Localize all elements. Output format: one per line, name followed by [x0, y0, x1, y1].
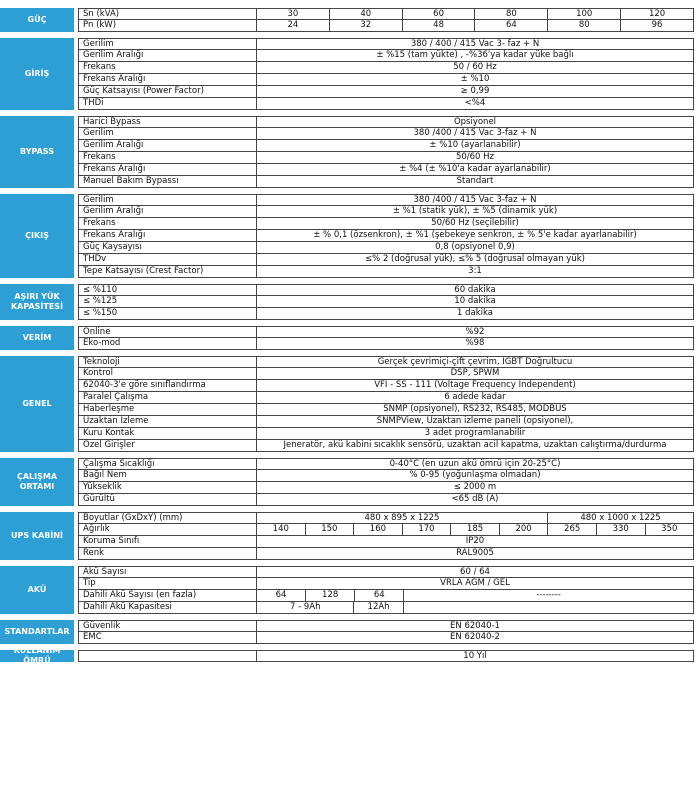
row-label [79, 651, 257, 661]
category-label: ÇIKIŞ [0, 194, 74, 278]
row-value: 200 [500, 524, 549, 535]
table-row [78, 128, 694, 140]
row-label: THDi [79, 98, 257, 109]
row-value: 80 [548, 20, 621, 31]
row-value: 60 / 64 [460, 567, 490, 577]
row-value: 128 [306, 590, 355, 601]
row-value: 50 / 60 Hz [453, 62, 497, 72]
row-value: VFI - SS - 111 (Voltage Frequency Independent) [374, 380, 576, 390]
row-value: ± %10 (ayarlanabilir) [429, 140, 521, 150]
row-label: Gerilim Aralığı [79, 206, 257, 217]
row-value: Opsiyonel [453, 117, 497, 127]
section-3 [0, 194, 696, 278]
table-row [78, 590, 694, 602]
row-label: Tepe Katsayısı (Crest Factor) [79, 266, 257, 277]
row-value: 0-40°C (en uzun akü ömrü için 20-25°C) [389, 459, 561, 469]
row-value: 150 [306, 524, 355, 535]
table-row [78, 218, 694, 230]
row-value: 10 Yıl [463, 651, 487, 661]
category-label: AŞIRI YÜK KAPASİTESİ [0, 284, 74, 320]
row-value: 380 /400 / 415 Vac 3-faz + N [413, 195, 537, 205]
table-row [78, 308, 694, 320]
row-label: Frekans Aralığı [79, 230, 257, 241]
row-value: 32 [330, 20, 403, 31]
row-value: ± %1 (statik yük), ± %5 (dinamik yük) [392, 206, 558, 216]
row-label: Sn (kVA) [79, 9, 257, 19]
row-label: Dahili Akü Sayısı (en fazla) [79, 590, 257, 601]
table-row [78, 98, 694, 110]
row-value: 160 [354, 524, 403, 535]
row-label: Boyutlar (GxDxY) (mm) [79, 513, 257, 523]
table-row [78, 86, 694, 98]
row-label: 62040-3'e göre sınıflandırma [79, 380, 257, 391]
section-4 [0, 284, 696, 320]
row-label: Pn (kW) [79, 20, 257, 31]
row-value: 330 [597, 524, 646, 535]
row-value: 380 /400 / 415 Vac 3-faz + N [413, 128, 537, 138]
row-label: Gerilim [79, 128, 257, 139]
row-value: ± % 0,1 (özsenkron), ± %1 (şebekeye senkron, ± % 5'e kadar ayarlanabilir) [313, 230, 637, 240]
row-value: 0,8 (opsiyonel 0,9) [435, 242, 515, 252]
row-value: VRLA AGM / GEL [440, 578, 510, 588]
row-label: Ağırlık [79, 524, 257, 535]
row-label: Gerilim Aralığı [79, 140, 257, 151]
row-value: % 0-95 (yoğunlaşma olmadan) [409, 470, 541, 480]
row-value: 120 [648, 9, 666, 19]
row-value: 265 [548, 524, 597, 535]
table-row [78, 524, 694, 536]
table-row [78, 458, 694, 470]
row-label: ≤ %150 [79, 308, 257, 319]
table-row [78, 254, 694, 266]
table-row [78, 152, 694, 164]
section-5 [0, 326, 696, 350]
row-value: 48 [403, 20, 476, 31]
category-label: BYPASS [0, 116, 74, 188]
table-row [78, 428, 694, 440]
row-value: 60 dakika [454, 285, 496, 295]
row-value: RAL9005 [456, 548, 494, 558]
table-row [78, 356, 694, 368]
row-label: Harici Bypass [79, 117, 257, 127]
row-label: Dahili Akü Kapasitesi [79, 602, 257, 613]
table-row [78, 404, 694, 416]
row-value: 3:1 [468, 266, 482, 276]
row-value: 380 / 400 / 415 Vac 3- faz + N [410, 39, 540, 49]
row-label: Frekans Aralığı [79, 74, 257, 85]
table-row [78, 482, 694, 494]
row-value: 50/60 Hz (seçilebilir) [431, 218, 519, 228]
row-label: Çalışma Sıcaklığı [79, 459, 257, 469]
row-value: 40 [330, 9, 403, 19]
row-value: 100 [548, 9, 621, 19]
row-value: ± %4 (± %10'a kadar ayarlanabilir) [399, 164, 551, 174]
row-value: 10 dakika [454, 296, 496, 306]
row-label: ≤ %125 [79, 296, 257, 307]
section-11 [0, 646, 696, 665]
table-row [78, 566, 694, 578]
table-row [78, 416, 694, 428]
row-value: Jeneratör, akü kabini sıcaklık sensörü, uzaktan acil kapatma, uzaktan calıştırma/durdurma [283, 440, 667, 450]
row-value: EN 62040-2 [450, 632, 500, 642]
table-row [78, 140, 694, 152]
table-row [78, 296, 694, 308]
table-row [78, 440, 694, 452]
section-6 [0, 356, 696, 452]
row-label: Özel Girişler [79, 440, 257, 451]
row-value: Standart [456, 176, 494, 186]
row-label: Tip [79, 578, 257, 589]
row-value: 30 [257, 9, 330, 19]
row-label: THDv [79, 254, 257, 265]
row-label: Teknoloji [79, 357, 257, 367]
table-row [78, 38, 694, 50]
row-label: Gerilim Aralığı [79, 50, 257, 61]
row-label: Gürültü [79, 494, 257, 505]
table-row [78, 164, 694, 176]
section-8 [0, 512, 696, 560]
row-value: <%4 [464, 98, 486, 108]
row-value: ≤% 2 (doğrusal yük), ≤% 5 (doğrusal olmayan yük) [365, 254, 585, 264]
row-value: 3 adet programlanabilir [424, 428, 526, 438]
category-label: GÜÇ [0, 8, 74, 32]
row-value: ± %15 (tam yükte) , -%36'ya kadar yüke bağlı [376, 50, 574, 60]
table-row [78, 632, 694, 644]
row-label: Güvenlik [79, 621, 257, 631]
row-value: 80 [475, 9, 548, 19]
row-value: 64 [257, 590, 306, 601]
row-label: Paralel Çalışma [79, 392, 257, 403]
section-10 [0, 620, 696, 644]
row-value: ≥ 0,99 [460, 86, 490, 96]
row-value: %92 [465, 327, 485, 337]
section-0 [0, 8, 696, 32]
table-row [78, 206, 694, 218]
section-2 [0, 116, 696, 188]
row-value: 140 [257, 524, 306, 535]
table-row [78, 230, 694, 242]
category-label: ÇALIŞMA ORTAMI [0, 458, 74, 506]
table-row [78, 602, 694, 614]
row-value: 480 x 895 x 1225 [257, 513, 548, 523]
row-value: 60 [403, 9, 476, 19]
row-label: ≤ %110 [79, 285, 257, 295]
row-value: 12Ah [354, 602, 403, 613]
row-value: ≤ 2000 m [453, 482, 497, 492]
row-value: 170 [403, 524, 452, 535]
table-row [78, 242, 694, 254]
category-label: GİRİŞ [0, 38, 74, 110]
row-value: 96 [651, 20, 663, 30]
row-label: Uzaktan İzleme [79, 416, 257, 427]
row-value: 50/60 Hz [455, 152, 495, 162]
row-label: Güç Kaysayısı [79, 242, 257, 253]
table-row [78, 620, 694, 632]
row-label: Manuel Bakım Bypassı [79, 176, 257, 187]
table-row [78, 74, 694, 86]
section-9 [0, 566, 696, 614]
row-value: %98 [465, 338, 485, 348]
row-value: EN 62040-1 [450, 621, 500, 631]
table-row [78, 392, 694, 404]
row-value: -------- [536, 590, 561, 600]
row-value: DSP, SPWM [450, 368, 500, 378]
row-label: Güç Katsayısı (Power Factor) [79, 86, 257, 97]
row-label: Gerilim [79, 195, 257, 205]
row-value: 64 [355, 590, 404, 601]
category-label: KULLANIM ÖMRÜ [0, 650, 74, 662]
table-row [78, 50, 694, 62]
table-row [78, 512, 694, 524]
row-value [404, 602, 693, 613]
table-row [78, 650, 694, 662]
table-row [78, 8, 694, 20]
category-label: STANDARTLAR [0, 620, 74, 644]
category-label: GENEL [0, 356, 74, 452]
row-value: 24 [257, 20, 330, 31]
category-label: UPS KABİNİ [0, 512, 74, 560]
row-value: 185 [451, 524, 500, 535]
table-row [78, 266, 694, 278]
row-label: Frekans Aralığı [79, 164, 257, 175]
table-row [78, 20, 694, 32]
table-row [78, 536, 694, 548]
row-label: Gerilim [79, 39, 257, 49]
row-label: Frekans [79, 152, 257, 163]
table-row [78, 62, 694, 74]
section-7 [0, 458, 696, 506]
table-row [78, 176, 694, 188]
row-label: Frekans [79, 218, 257, 229]
row-value: 64 [475, 20, 548, 31]
row-value: 480 x 1000 x 1225 [580, 513, 661, 523]
row-label: Eko-mod [79, 338, 257, 349]
row-value: SNMP (opsiyonel), RS232, RS485, MODBUS [383, 404, 567, 414]
row-label: Kontrol [79, 368, 257, 379]
table-row [78, 470, 694, 482]
table-row [78, 284, 694, 296]
row-value: 1 dakika [457, 308, 493, 318]
table-row [78, 326, 694, 338]
table-row [78, 548, 694, 560]
row-value: ± %10 [460, 74, 490, 84]
table-row [78, 116, 694, 128]
table-row [78, 380, 694, 392]
table-row [78, 338, 694, 350]
row-label: Online [79, 327, 257, 337]
row-value: 350 [661, 524, 678, 534]
row-value: IP20 [465, 536, 485, 546]
row-value: Gerçek çevrimiçi-çift çevrim, IGBT Doğrultucu [377, 357, 573, 367]
row-label: Koruma Sınıfı [79, 536, 257, 547]
category-label: AKÜ [0, 566, 74, 614]
row-value: <65 dB (A) [451, 494, 499, 504]
table-row [78, 578, 694, 590]
row-value: 6 adede kadar [444, 392, 506, 402]
row-label: Bağıl Nem [79, 470, 257, 481]
table-row [78, 368, 694, 380]
row-label: Frekans [79, 62, 257, 73]
row-value: 7 - 9Ah [257, 602, 354, 613]
row-label: Renk [79, 548, 257, 559]
row-label: Haberleşme [79, 404, 257, 415]
table-row [78, 494, 694, 506]
section-1 [0, 38, 696, 110]
row-label: EMC [79, 632, 257, 643]
category-label: VERİM [0, 326, 74, 350]
row-label: Akü Sayısı [79, 567, 257, 577]
row-label: Kuru Kontak [79, 428, 257, 439]
table-row [78, 194, 694, 206]
row-value: SNMPView, Uzaktan izleme paneli (opsiyonel), [376, 416, 574, 426]
row-label: Yükseklik [79, 482, 257, 493]
